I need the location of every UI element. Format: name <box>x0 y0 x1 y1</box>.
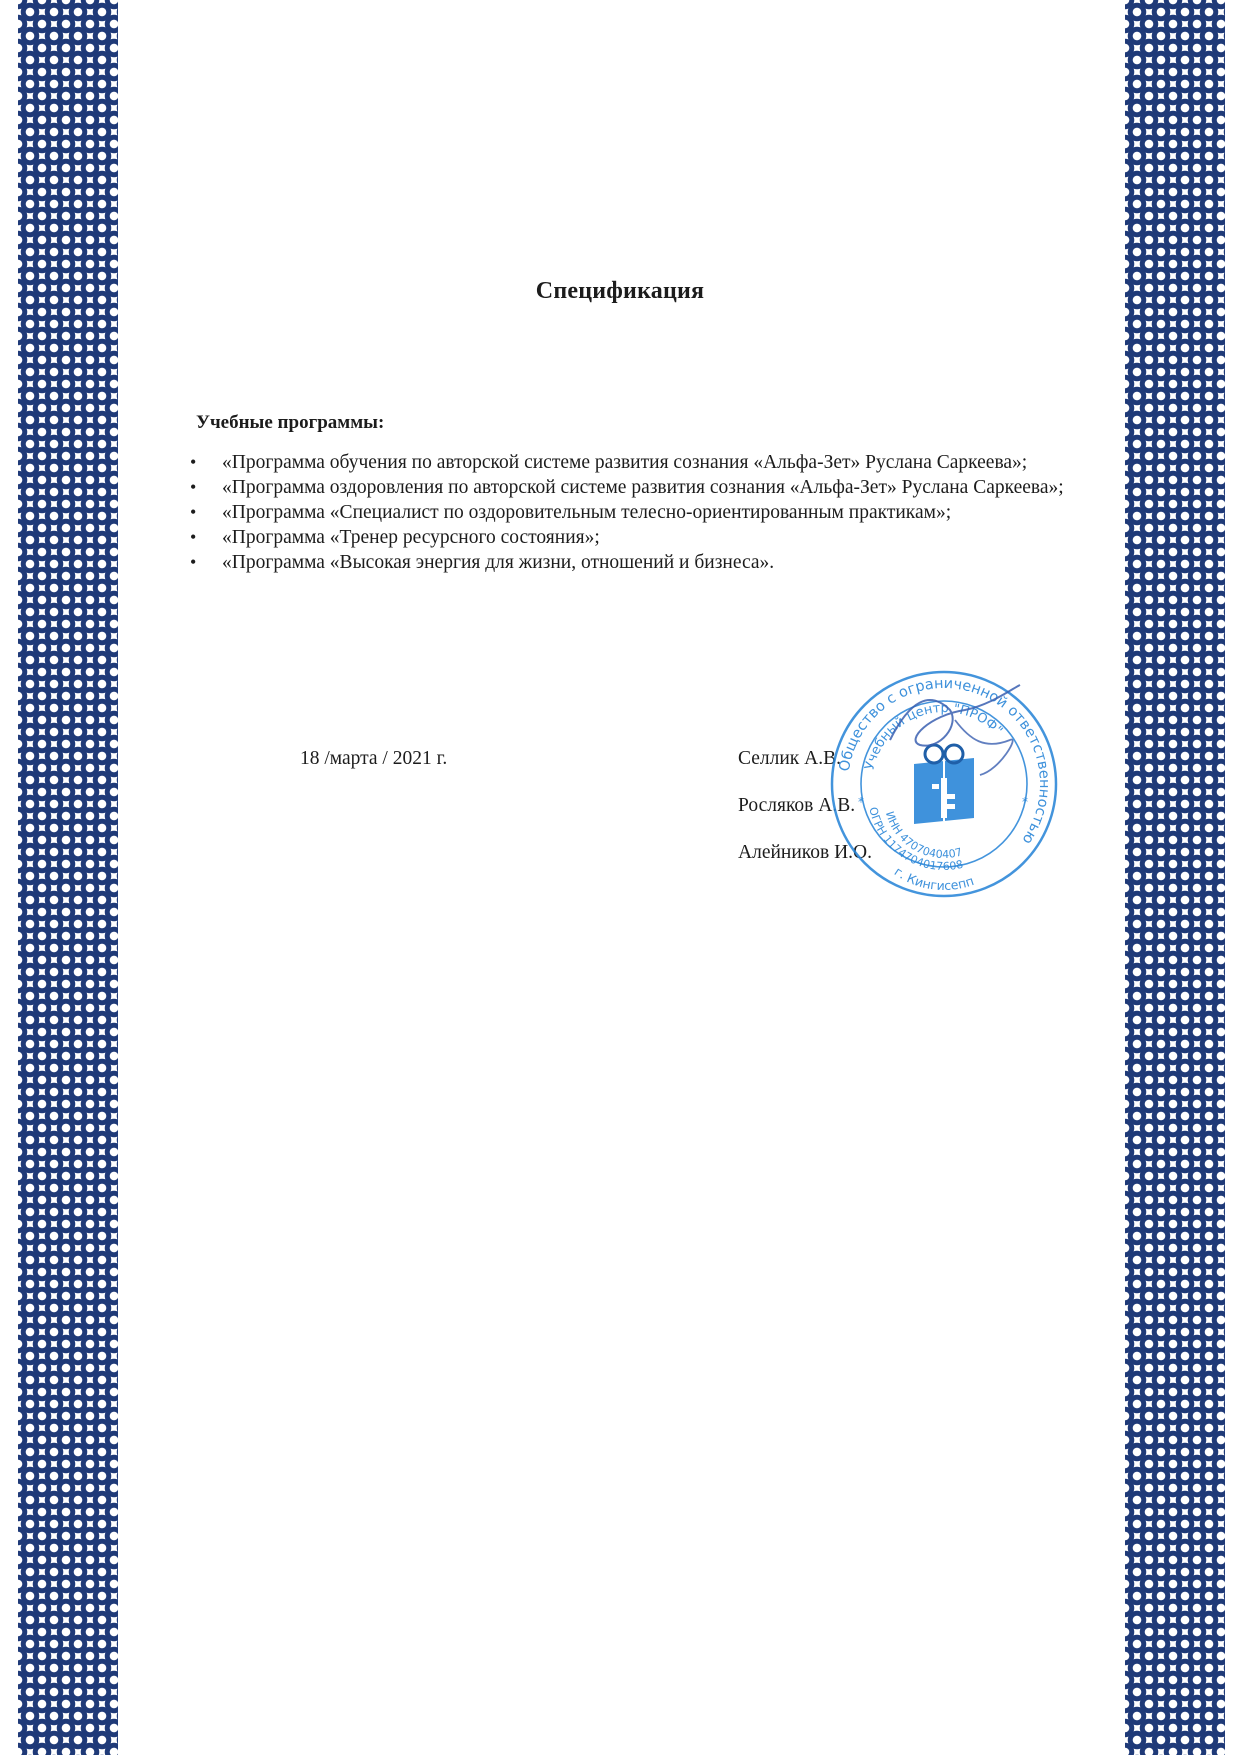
section-heading: Учебные программы: <box>196 412 385 433</box>
list-item: • «Программа «Тренер ресурсного состояния»; <box>222 525 1092 550</box>
svg-text:*: * <box>858 795 864 809</box>
list-item: • «Программа «Специалист по оздоровительным телесно-ориентированным практикам»; <box>222 500 1092 525</box>
stamp-city: г. Кингисепп <box>891 863 976 894</box>
decorative-border-right <box>1125 0 1225 1755</box>
stamp-ogrn: ОГРН 1174704017608 <box>866 805 965 874</box>
decorative-border-left <box>18 0 118 1755</box>
svg-text:*: * <box>1022 795 1028 809</box>
signatory-name: Алейников И.О. <box>738 842 873 863</box>
handwritten-signature <box>860 680 1030 820</box>
list-item: • «Программа оздоровления по авторской системе развития сознания «Альфа-Зет» Руслана Саркеева»; <box>222 475 1092 500</box>
program-list <box>222 450 1092 575</box>
signatory-name: Росляков А.В. <box>738 795 856 816</box>
list-item: • «Программа «Высокая энергия для жизни, отношений и бизнеса». <box>222 550 1092 575</box>
stamp-inn: ИНН 4707040407 <box>882 809 964 862</box>
document-date: 18 /марта / 2021 г. <box>300 748 448 769</box>
stamp-inner-text: Учебный центр "ПРОФ" <box>862 700 1006 772</box>
document-title: Спецификация <box>535 278 705 304</box>
stamp-outer-text: Общество с ограниченной ответственностью <box>836 675 1053 847</box>
signatory-name: Селлик А.В. <box>738 748 841 769</box>
list-item: • «Программа обучения по авторской системе развития сознания «Альфа-Зет» Руслана Саркеева»; <box>222 450 1092 475</box>
